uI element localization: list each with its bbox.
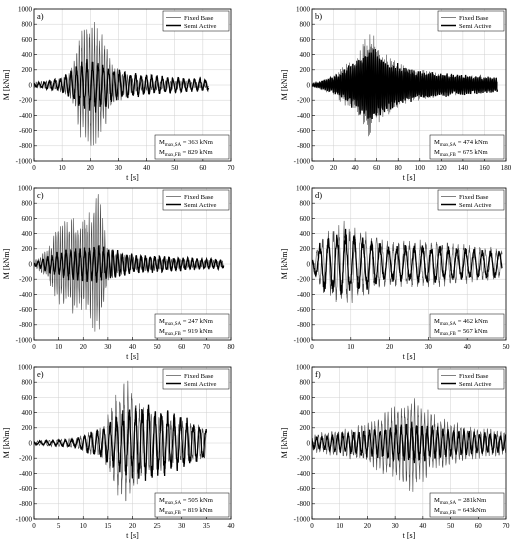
panel-label: a): [37, 11, 44, 21]
y-tick-label: 1000: [296, 184, 310, 193]
y-tick-label: -200: [297, 96, 310, 105]
x-tick-label: 30: [424, 343, 432, 351]
y-tick-label: 400: [21, 230, 32, 238]
y-axis-label: M [kNm]: [280, 248, 289, 280]
y-tick-label: 200: [299, 245, 310, 254]
y-tick-label: 200: [299, 66, 310, 75]
y-tick-label: 1000: [296, 363, 310, 372]
y-tick-label: -200: [19, 275, 32, 284]
x-tick-label: 120: [436, 164, 447, 172]
y-tick-label: 0: [306, 81, 310, 90]
max-annotation-fb: $M_{max,FB} = 819$ kNm: [159, 507, 213, 516]
chart-panel-a: [2, 5, 235, 182]
y-tick-label: 800: [21, 378, 32, 387]
x-tick-label: 40: [351, 164, 359, 172]
y-tick-label: -400: [19, 111, 32, 120]
y-tick-label: -800: [297, 142, 310, 151]
y-tick-label: 400: [21, 409, 32, 417]
y-tick-label: -200: [19, 454, 32, 463]
y-tick-label: 0: [306, 260, 310, 269]
x-tick-label: 50: [171, 164, 179, 172]
y-tick-label: -800: [297, 321, 310, 330]
max-annotation-fb: $M_{max,FB} = 919$ kNm: [159, 328, 213, 337]
x-tick-label: 70: [502, 522, 510, 530]
panel-label: f): [315, 369, 321, 379]
y-tick-label: -200: [19, 96, 32, 105]
panel-label: b): [315, 11, 323, 21]
y-tick-label: -1000: [293, 515, 310, 524]
y-tick-label: 400: [299, 230, 310, 238]
x-tick-label: 20: [86, 164, 94, 172]
x-tick-label: 0: [310, 522, 314, 530]
x-tick-label: 160: [479, 164, 490, 172]
series-line-semi-active: [34, 59, 208, 112]
panel-label: d): [315, 190, 323, 200]
chart-panel-f: [280, 363, 510, 540]
max-annotation-sa: $M_{max,SA} = 247$ kNm: [159, 318, 213, 327]
legend-entry: Semi Active: [184, 201, 217, 209]
chart-panel-c: [2, 184, 235, 361]
x-tick-label: 20: [330, 164, 338, 172]
series-line-semi-active: [312, 49, 497, 119]
y-tick-label: 0: [28, 439, 32, 448]
y-tick-label: 0: [28, 81, 32, 90]
y-tick-label: -200: [297, 275, 310, 284]
x-tick-label: 50: [447, 522, 455, 530]
y-tick-label: 600: [299, 393, 310, 402]
y-tick-label: 600: [299, 214, 310, 223]
x-tick-label: 0: [310, 343, 314, 351]
y-tick-label: -400: [19, 469, 32, 478]
y-tick-label: 200: [299, 424, 310, 433]
x-tick-label: 30: [178, 522, 186, 530]
y-tick-label: 0: [28, 260, 32, 269]
y-tick-label: 800: [299, 199, 310, 208]
legend-entry: Semi Active: [459, 22, 492, 30]
x-tick-label: 20: [79, 343, 87, 351]
x-tick-label: 25: [153, 522, 161, 530]
x-tick-label: 20: [363, 522, 371, 530]
y-tick-label: -800: [19, 321, 32, 330]
y-tick-label: 1000: [18, 184, 32, 193]
legend-entry: Semi Active: [459, 380, 492, 388]
max-annotation-fb: $M_{max,FB} = 643kNm$: [434, 507, 486, 516]
x-tick-label: 10: [79, 522, 87, 530]
chart-panel-e: [2, 363, 235, 540]
x-tick-label: 5: [56, 522, 61, 530]
y-tick-label: -400: [297, 111, 310, 120]
chart-panel-b: [280, 5, 512, 182]
x-tick-label: 140: [457, 164, 469, 172]
x-tick-label: 60: [474, 522, 482, 530]
x-tick-label: 50: [153, 343, 161, 351]
y-tick-label: 800: [299, 378, 310, 387]
y-tick-label: 1000: [18, 363, 32, 372]
x-tick-label: 40: [129, 343, 136, 351]
x-axis-label: t [s]: [402, 352, 416, 361]
x-tick-label: 70: [202, 343, 210, 351]
chart-panel-d: [280, 184, 510, 361]
y-tick-label: -1000: [15, 515, 32, 524]
legend-entry: Semi Active: [184, 380, 217, 388]
x-tick-label: 10: [347, 343, 355, 351]
y-axis-label: M [kNm]: [2, 248, 11, 280]
y-tick-label: 200: [21, 66, 32, 75]
x-tick-label: 60: [178, 343, 186, 351]
y-tick-label: -800: [19, 142, 32, 151]
y-tick-label: -400: [297, 469, 310, 478]
y-tick-label: 0: [306, 439, 310, 448]
x-tick-label: 80: [394, 164, 402, 172]
y-tick-label: -600: [19, 127, 32, 135]
x-tick-label: 10: [58, 164, 66, 172]
max-annotation-sa: $M_{max,SA} = 505$ kNm: [159, 497, 213, 506]
max-annotation-sa: $M_{max,SA} = 462$ kNm: [434, 318, 488, 327]
max-annotation-fb: $M_{max,FB} = 829$ kNm: [159, 149, 213, 158]
y-tick-label: 1000: [296, 5, 310, 14]
y-tick-label: -1000: [293, 336, 310, 345]
y-tick-label: -1000: [15, 336, 32, 345]
x-tick-label: 80: [227, 343, 235, 351]
y-tick-label: 800: [299, 20, 310, 29]
y-tick-label: 600: [299, 35, 310, 44]
x-tick-label: 180: [500, 164, 512, 172]
x-tick-label: 60: [199, 164, 207, 172]
x-tick-label: 40: [419, 522, 427, 530]
x-tick-label: 50: [502, 343, 510, 351]
x-tick-label: 0: [32, 164, 36, 172]
y-tick-label: -800: [297, 500, 310, 509]
legend-entry: Fixed Base: [459, 14, 489, 22]
x-tick-label: 60: [373, 164, 381, 172]
y-tick-label: -400: [297, 290, 310, 299]
y-axis-label: M [kNm]: [280, 69, 289, 101]
legend-entry: Fixed Base: [184, 193, 214, 201]
y-tick-label: -400: [19, 290, 32, 299]
x-tick-label: 40: [143, 164, 151, 172]
y-tick-label: -600: [297, 127, 310, 135]
y-tick-label: -200: [297, 454, 310, 463]
panel-label: c): [37, 190, 44, 200]
y-axis-label: M [kNm]: [2, 69, 11, 101]
x-tick-label: 30: [391, 522, 399, 530]
x-tick-label: 0: [32, 522, 36, 530]
y-tick-label: -600: [297, 306, 310, 314]
y-tick-label: 400: [21, 51, 32, 59]
max-annotation-fb: $M_{max,FB} = 675$ kNm: [434, 149, 488, 158]
max-annotation-sa: $M_{max,SA} = 281kNm$: [434, 497, 487, 506]
y-tick-label: 600: [21, 393, 32, 402]
x-tick-label: 35: [202, 522, 210, 530]
y-tick-label: -1000: [15, 157, 32, 166]
y-axis-label: M [kNm]: [2, 427, 11, 459]
x-axis-label: t [s]: [126, 173, 139, 182]
y-tick-label: 600: [21, 214, 32, 223]
x-tick-label: 40: [463, 343, 471, 351]
x-axis-label: t [s]: [126, 531, 139, 540]
y-tick-label: -600: [19, 306, 32, 314]
panel-label: e): [37, 369, 44, 379]
y-tick-label: -600: [297, 485, 310, 493]
y-tick-label: 400: [299, 409, 310, 417]
legend-entry: Fixed Base: [184, 14, 214, 22]
x-tick-label: 10: [55, 343, 63, 351]
x-axis-label: t [s]: [402, 531, 416, 540]
x-tick-label: 30: [114, 164, 122, 172]
x-tick-label: 0: [32, 343, 36, 351]
y-tick-label: 400: [299, 51, 310, 59]
max-annotation-fb: $M_{max,FB} = 567$ kNm: [434, 328, 488, 337]
x-tick-label: 30: [104, 343, 112, 351]
x-tick-label: 0: [310, 164, 314, 172]
max-annotation-sa: $M_{max,SA} = 474$ kNm: [434, 139, 488, 148]
x-tick-label: 20: [386, 343, 394, 351]
y-tick-label: 800: [21, 199, 32, 208]
x-tick-label: 15: [104, 522, 112, 530]
y-tick-label: 200: [21, 424, 32, 433]
legend-entry: Fixed Base: [459, 372, 489, 380]
legend-entry: Fixed Base: [459, 193, 489, 201]
x-axis-label: t [s]: [402, 173, 416, 182]
y-tick-label: -600: [19, 485, 32, 493]
y-tick-label: 800: [21, 20, 32, 29]
y-tick-label: 200: [21, 245, 32, 254]
x-tick-label: 100: [414, 164, 426, 172]
x-axis-label: t [s]: [126, 352, 139, 361]
y-tick-label: 600: [21, 35, 32, 44]
y-axis-label: M [kNm]: [280, 427, 289, 459]
y-tick-label: -800: [19, 500, 32, 509]
x-tick-label: 40: [227, 522, 235, 530]
x-tick-label: 10: [336, 522, 344, 530]
legend-entry: Semi Active: [184, 22, 217, 30]
legend-entry: Semi Active: [459, 201, 492, 209]
y-tick-label: 1000: [18, 5, 32, 14]
max-annotation-sa: $M_{max,SA} = 363$ kNm: [159, 139, 213, 148]
x-tick-label: 20: [129, 522, 136, 530]
y-tick-label: -1000: [293, 157, 310, 166]
x-tick-label: 70: [227, 164, 235, 172]
legend-entry: Fixed Base: [184, 372, 214, 380]
